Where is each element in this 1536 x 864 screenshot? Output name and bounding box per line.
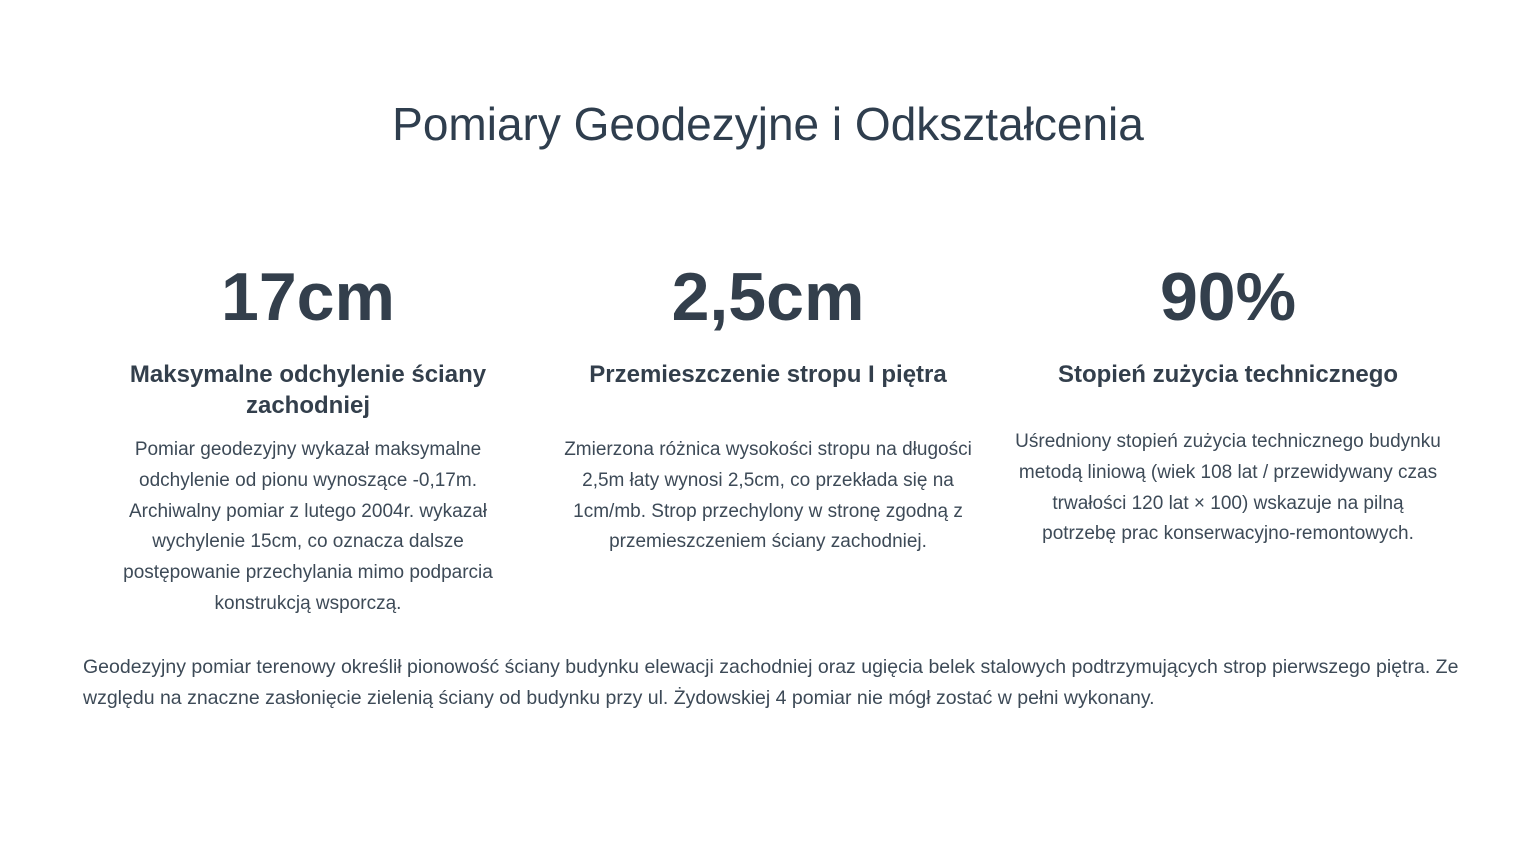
stat-heading: Maksymalne odchylenie ściany zachodniej xyxy=(129,361,487,419)
stat-card-wall-deviation xyxy=(88,255,528,620)
stat-value: 90% xyxy=(1159,259,1297,335)
stat-value: 17cm xyxy=(221,259,395,335)
stat-heading: Przemieszczenie stropu I piętra xyxy=(589,361,947,388)
stat-description: Pomiar geodezyjny wykazał maksymalne odchylenie od pionu wynoszące -0,17m. Archiwalny pomiar z lutego 2004r. wykazał wychylenie 15cm, co oznacza dalsze postępowanie przechylania mimo podparcia konstrukcją wsporczą. xyxy=(123,439,493,614)
stats-row xyxy=(88,255,1448,620)
stat-description: Uśredniony stopień zużycia technicznego budynku metodą liniową (wiek 108 lat / przewidywany czas trwałości 120 lat × 100) wskazuje na pilną potrzebę prac konserwacyjno-remontowych. xyxy=(1015,431,1441,545)
page-title: Pomiary Geodezyjne i Odkształcenia xyxy=(392,98,1144,150)
summary-paragraph: Geodezyjny pomiar terenowy określił pionowość ściany budynku elewacji zachodniej oraz ugięcia belek stalowych podtrzymujących strop pierwszego piętra. Ze względu na znaczne zasłonięcie zielenią ściany od budynku przy ul. Żydowskiej 4 pomiar nie mógł zostać w pełni wykonany. xyxy=(83,656,1459,709)
stat-heading: Stopień zużycia technicznego xyxy=(1057,361,1399,388)
stat-value: 2,5cm xyxy=(671,259,865,335)
stat-card-ceiling-displacement xyxy=(548,255,988,620)
stat-description: Zmierzona różnica wysokości stropu na długości 2,5m łaty wynosi 2,5cm, co przekłada się na 1cm/mb. Strop przechylony w stronę zgodną z przemieszczeniem ściany zachodniej. xyxy=(564,439,972,553)
stat-card-technical-wear xyxy=(1008,255,1448,620)
